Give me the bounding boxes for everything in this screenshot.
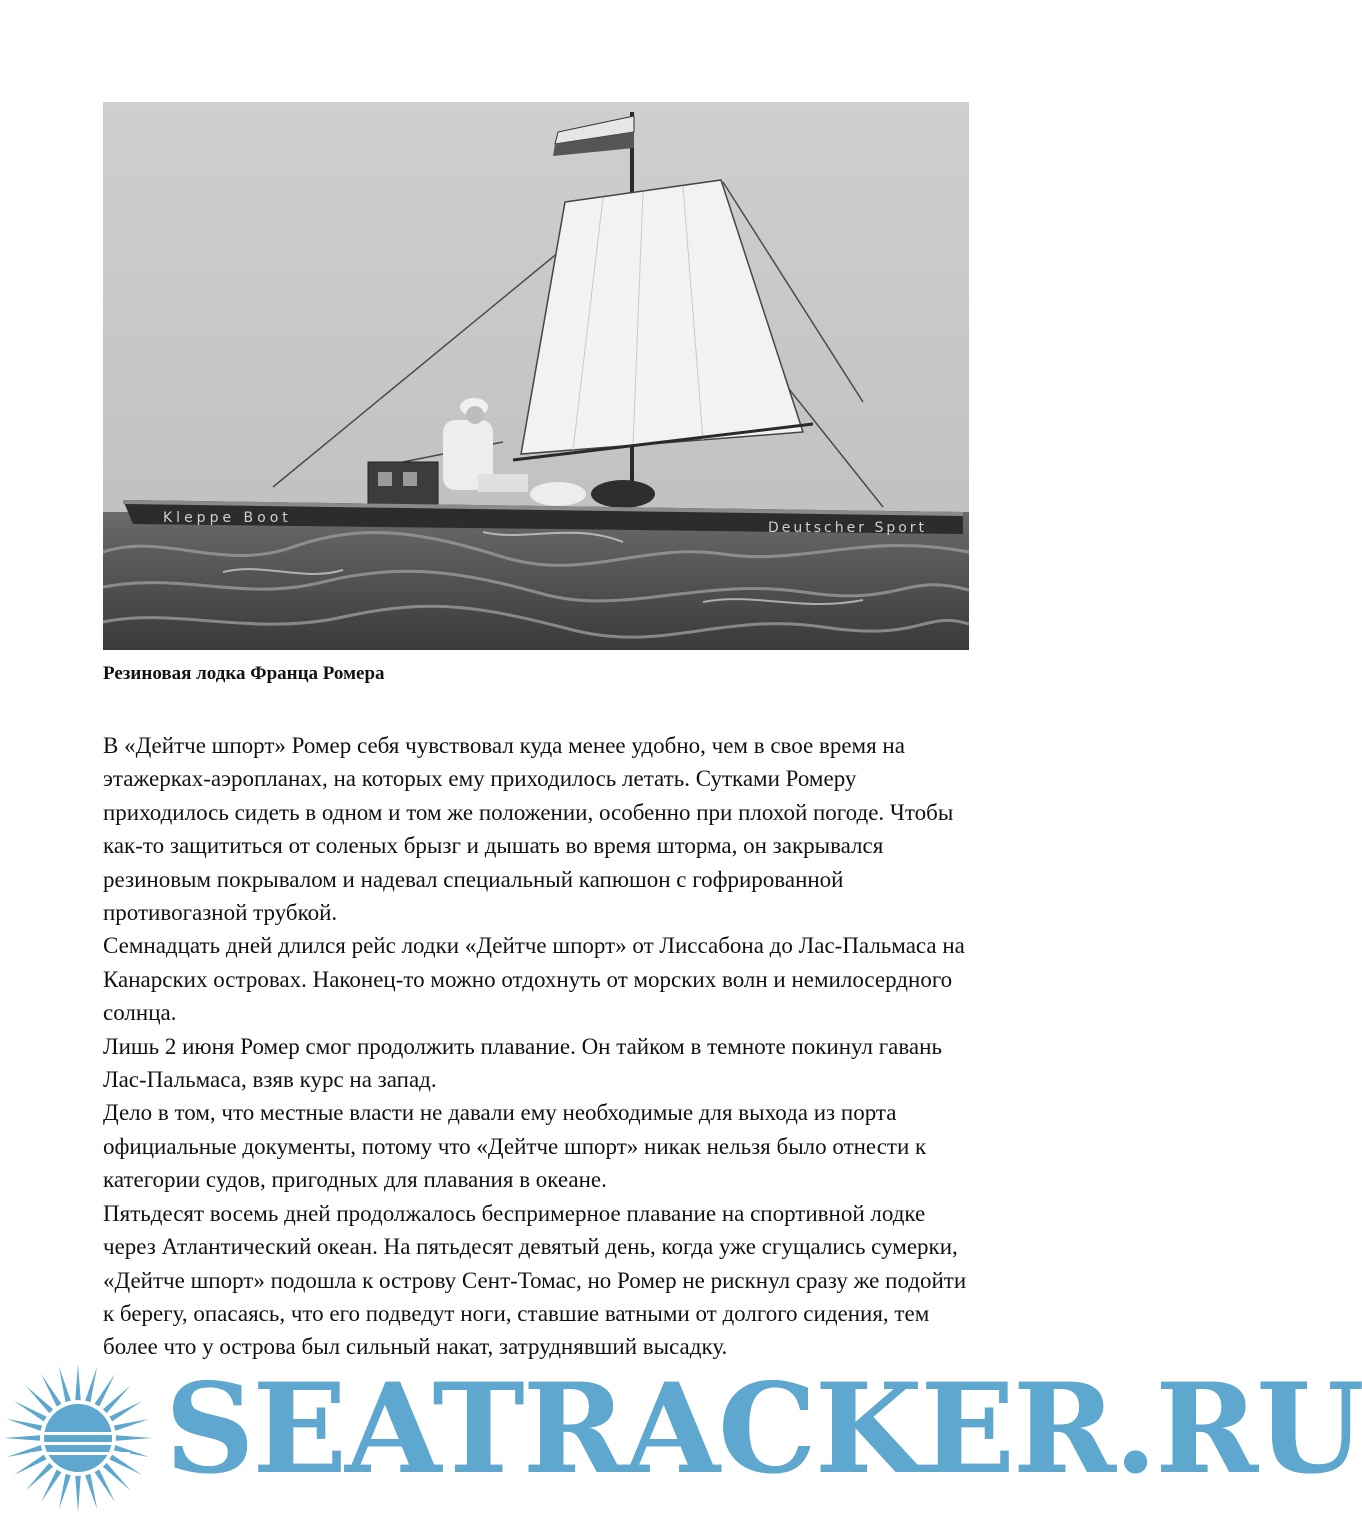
sun-ray (7, 1445, 43, 1457)
paragraph: В «Дейтче шпорт» Ромер себя чувствовал куда менее удобно, чем в свое время на этажерках-аэропланах, на которых ему приходилось летать. Сутками Ромеру приходилось сидеть в одном и том же положении, особенно при плохой погоде. Чтобы как-то защититься от соленых брызг и дышать во время шторма, он закрывался резиновым покрывалом и надевал специальный капюшон с гофрированной противогазной трубкой. (103, 733, 954, 926)
paragraph: Дело в том, что местные власти не давали ему необходимые для выхода из порта официальные документы, потому что «Дейтче шпорт» никак нельзя было отнести к категории судов, пригодных для плавания в океане. (103, 1100, 927, 1193)
sun-ray (85, 1474, 97, 1510)
article-body (103, 729, 983, 1364)
watermark-text: SEATRACKER.RU (165, 1357, 1362, 1502)
boat-photo (103, 102, 969, 650)
hull-text-left: Kleppe Boot (163, 510, 292, 526)
paragraph: Семнадцать дней длился рейс лодки «Дейтче шпорт» от Лиссабона до Лас-Пальмаса на Канарских островах. Наконец-то можно отдохнуть от морских волн и немилосердного солнца. (103, 933, 965, 1026)
paragraph: Пятьдесят восемь дней продолжалось беспримерное плавание на спортивной лодке через Атлантический океан. На пятьдесят девятый день, когда уже сгущались сумерки, «Дейтче шпорт» подошла к острову Сент-Томас, но Ромер не рискнул сразу же подойти к берегу, опасаясь, что его подведут ноги, ставшие ватными от долгого сидения, тем более что у острова был сильный накат, затруднявший высадку. (103, 1200, 967, 1360)
sun-ray (4, 1435, 40, 1440)
sun-ray (85, 1367, 97, 1403)
sun-ray (59, 1474, 71, 1510)
sun-ray (59, 1367, 71, 1403)
sun-ray (75, 1476, 80, 1512)
sun-ray (114, 1445, 150, 1457)
sun-icon (0, 1356, 165, 1515)
paragraph: Лишь 2 июня Ромер смог продолжить плавание. Он тайком в темноте покинул гавань Лас-Пальмаса, взяв курс на запад. (103, 1033, 942, 1093)
sun-ray (114, 1419, 150, 1431)
sun-ray (116, 1435, 152, 1440)
sun-ray (75, 1364, 80, 1400)
photo-caption: Резиновая лодка Франца Ромера (103, 663, 385, 684)
watermark (0, 1356, 1362, 1515)
sun-ray (7, 1419, 43, 1431)
hull-text-right: Deutscher Sport (768, 520, 928, 536)
